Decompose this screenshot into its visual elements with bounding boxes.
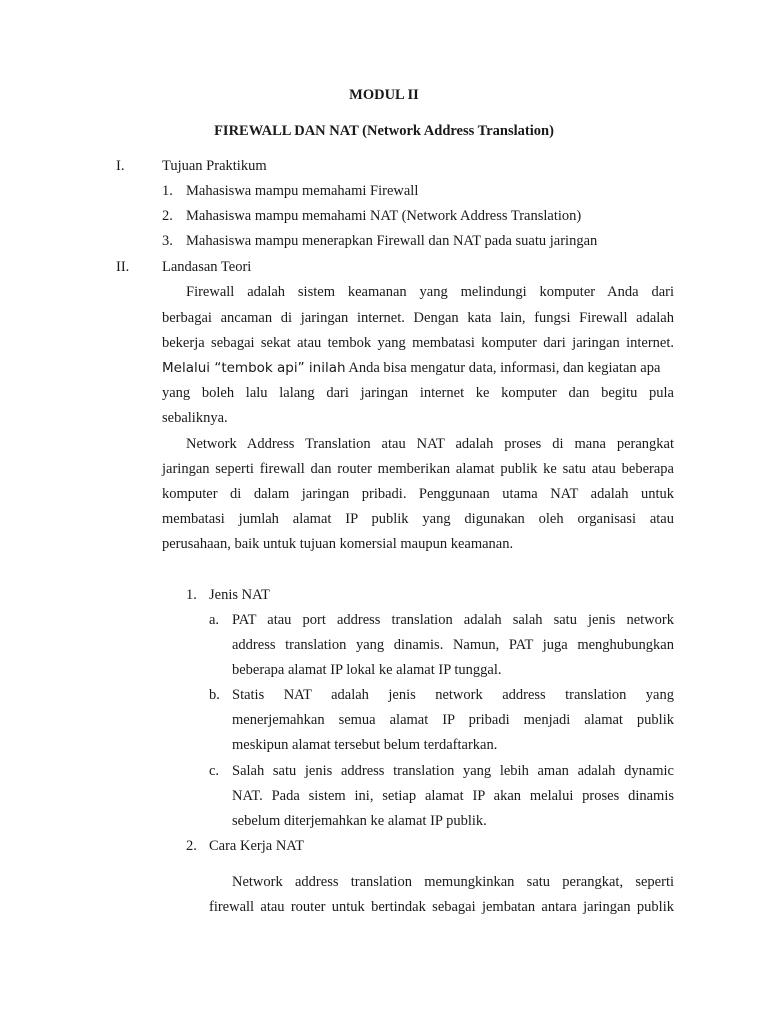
paragraph-line: Network address translation memungkinkan satu perangkat, seperti [232,874,674,890]
list-item-number: 1. [162,183,173,199]
paragraph-line: bekerja sebagai sekat atau tembok yang membatasi komputer dari jaringan internet. [162,335,674,351]
list-item-text: Mahasiswa mampu menerapkan Firewall dan NAT pada suatu jaringan [186,233,598,249]
paragraph-line: Firewall adalah sistem keamanan yang melindungi komputer Anda dari [186,284,674,300]
paragraph-line: yang boleh lalu lalang dari jaringan internet ke komputer dan begitu pula [162,385,674,401]
list-item-text: Mahasiswa mampu memahami NAT (Network Address Translation) [186,208,582,224]
paragraph-line: sebaliknya. [162,410,228,426]
sublist-letter: b. [209,687,220,703]
paragraph-line: komputer di dalam jaringan pribadi. Penggunaan utama NAT adalah untuk [162,486,674,502]
sublist-line: Salah satu jenis address translation yang lebih aman adalah dynamic [232,763,674,779]
paragraph-line: jaringan seperti firewall dan router memberikan alamat publik ke satu atau beberapa [162,461,674,477]
page-subtitle: FIREWALL DAN NAT (Network Address Translation) [214,123,554,139]
paragraph-line: Network Address Translation atau NAT adalah proses di mana perangkat [186,436,674,452]
sublist-number: 2. [186,838,197,854]
page-title: MODUL II [349,87,419,103]
section-1-heading: Tujuan Praktikum [162,158,267,174]
sublist-line: address translation yang dinamis. Namun, PAT juga menghubungkan [232,637,674,653]
section-2-heading: Landasan Teori [162,259,252,275]
list-item-number: 2. [162,208,173,224]
sublist-line: NAT. Pada sistem ini, setiap alamat IP akan melalui proses dinamis [232,788,674,804]
sublist-line: PAT atau port address translation adalah salah satu jenis network [232,612,674,628]
sublist-letter: c. [209,763,220,779]
paragraph-line: berbagai ancaman di jaringan internet. Dengan kata lain, fungsi Firewall adalah [162,310,674,326]
paragraph-line: perusahaan, baik untuk tujuan komersial maupun keamanan. [162,536,514,552]
sublist-line: Statis NAT adalah jenis network address translation yang [232,687,674,703]
paragraph-line [162,360,660,377]
sublist-heading: Cara Kerja NAT [209,838,305,854]
sublist-line: meskipun alamat tersebut belum terdaftarkan. [232,737,498,753]
paragraph-line: membatasi jumlah alamat IP publik yang digunakan oleh organisasi atau [162,511,674,527]
sublist-number: 1. [186,587,197,603]
sublist-heading: Jenis NAT [209,587,270,603]
sublist-line: beberapa alamat IP lokal ke alamat IP tunggal. [232,662,502,678]
paragraph-line: firewall atau router untuk bertindak sebagai jembatan antara jaringan publik [209,899,674,915]
list-item-number: 3. [162,233,173,249]
sublist-line: menerjemahkan semua alamat IP pribadi menjadi alamat publik [232,712,674,728]
list-item-text: Mahasiswa mampu memahami Firewall [186,183,419,199]
section-1-numeral: I. [116,158,125,174]
sublist-letter: a. [209,612,220,628]
section-2-numeral: II. [116,259,130,275]
sublist-line: sebelum diterjemahkan ke alamat IP publik. [232,813,487,829]
paragraph-line-rest: Anda bisa mengatur data, informasi, dan kegiatan apa [345,360,661,376]
highlighted-phrase: Melalui “tembok api” inilah [162,360,346,376]
